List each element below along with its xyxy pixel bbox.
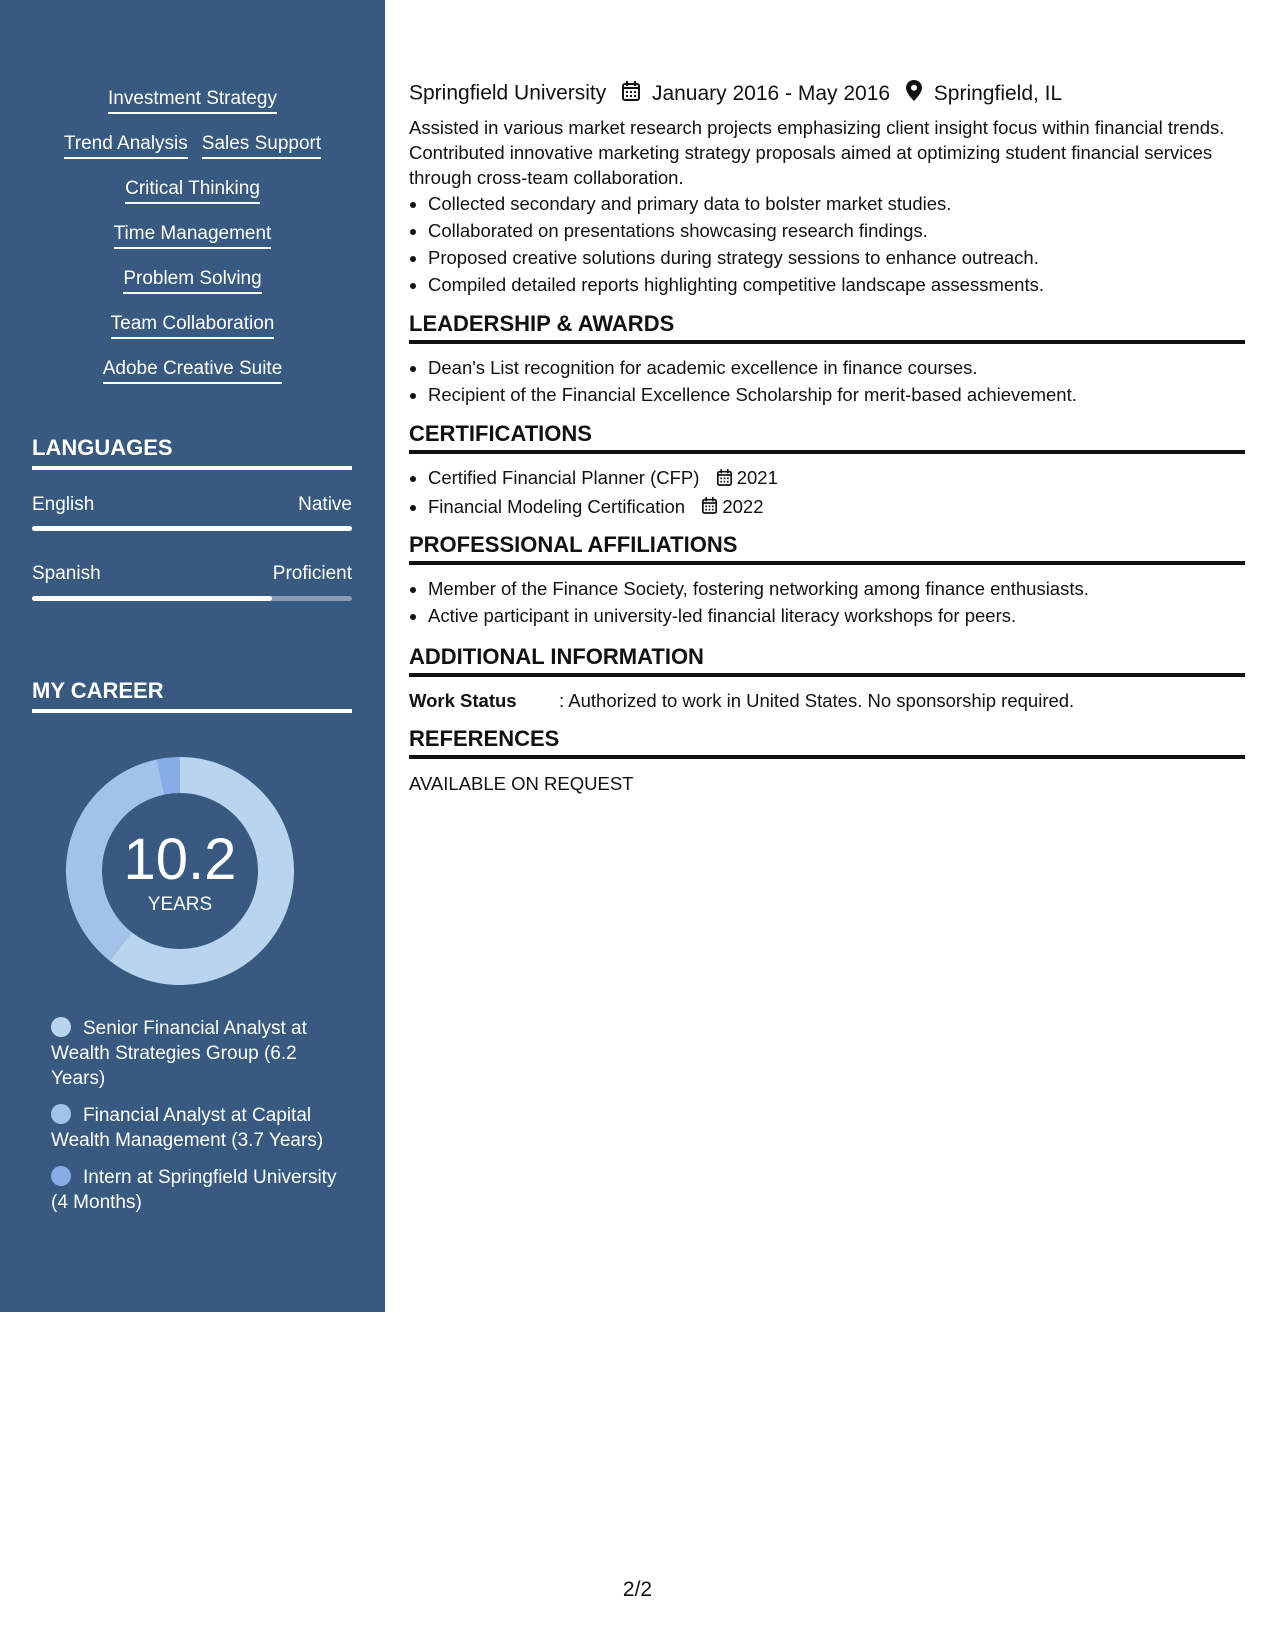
certifications-heading: CERTIFICATIONS <box>409 420 1245 454</box>
skill-tag: Investment Strategy <box>108 86 277 114</box>
affiliations-heading: PROFESSIONAL AFFILIATIONS <box>409 531 1245 565</box>
language-name: Spanish <box>32 563 101 584</box>
skill-row <box>0 311 385 356</box>
legend-dot <box>51 1166 71 1186</box>
sidebar <box>0 0 385 1312</box>
career-heading: MY CAREER <box>32 677 352 713</box>
career-legend-item <box>51 1165 341 1215</box>
work-status-value: : Authorized to work in United States. No sponsorship required. <box>559 690 1075 711</box>
calendar-icon <box>622 81 640 107</box>
job-dates: January 2016 - May 2016 <box>651 81 891 105</box>
language-level: Native <box>298 494 352 515</box>
skill-row <box>0 266 385 311</box>
career-label: Financial Analyst at Capital Wealth Management (3.7 Years) <box>51 1105 324 1151</box>
language-bar-spanish <box>32 596 352 601</box>
cert-name: Financial Modeling Certification <box>428 495 686 517</box>
job-location: Springfield, IL <box>933 81 1063 105</box>
skill-tag: Critical Thinking <box>125 176 260 204</box>
list-item: • Recipient of the Financial Excellence Scholarship for merit-based achievement. <box>428 381 1245 408</box>
affiliations-section <box>409 575 1245 629</box>
skills-list <box>0 86 385 401</box>
language-fill <box>32 596 272 601</box>
career-total: 10.2 <box>123 827 237 892</box>
calendar-icon <box>702 494 717 521</box>
job-summary <box>409 115 1239 298</box>
donut-center <box>66 757 294 985</box>
list-item: • Collected secondary and primary data to bolster market studies. <box>428 190 1239 217</box>
skill-tag: Trend Analysis <box>64 131 188 159</box>
list-item: • Dean's List recognition for academic excellence in finance courses. <box>428 354 1245 381</box>
page-number: 2/2 <box>622 1578 653 1601</box>
skill-tag: Time Management <box>114 221 272 249</box>
certifications-list <box>409 464 1245 521</box>
work-status-row <box>409 690 1245 712</box>
list-item <box>428 464 1245 493</box>
location-pin-icon <box>906 80 922 107</box>
certifications-section <box>409 464 1245 521</box>
references-heading: REFERENCES <box>409 725 1245 759</box>
job-org: Springfield University <box>409 81 607 105</box>
legend-dot <box>51 1104 71 1124</box>
list-item: • Active participant in university-led financial literacy workshops for peers. <box>428 602 1245 629</box>
job-bullets <box>409 190 1239 298</box>
list-item: • Collaborated on presentations showcasing research findings. <box>428 217 1239 244</box>
leadership-heading: LEADERSHIP & AWARDS <box>409 310 1245 344</box>
job-summary-text: Assisted in various market research projects emphasizing client insight focus within financial trends. Contributed innovative marketing strategy proposals aimed at optimizing student financial services through cross-team collaboration. <box>409 117 1225 188</box>
career-label: Senior Financial Analyst at Wealth Strategies Group (6.2 Years) <box>51 1018 307 1089</box>
skill-tag: Team Collaboration <box>111 311 275 339</box>
work-status-label: Work Status <box>409 690 517 711</box>
language-name: English <box>32 494 95 515</box>
languages-heading: LANGUAGES <box>32 434 352 470</box>
additional-info-heading: ADDITIONAL INFORMATION <box>409 643 1245 677</box>
language-fill <box>32 526 352 531</box>
cert-year: 2021 <box>736 467 778 488</box>
career-donut <box>66 757 294 985</box>
calendar-icon <box>717 466 732 493</box>
career-legend-item <box>51 1016 341 1091</box>
career-unit: YEARS <box>147 894 213 915</box>
skill-row <box>0 221 385 266</box>
cert-year: 2022 <box>722 495 764 517</box>
cert-name: Certified Financial Planner (CFP) <box>428 467 700 488</box>
list-item: • Proposed creative solutions during strategy sessions to enhance outreach. <box>428 244 1239 271</box>
language-level: Proficient <box>272 563 352 584</box>
career-label: Intern at Springfield University (4 Months) <box>51 1167 337 1213</box>
language-bar-english <box>32 526 352 531</box>
skill-tag: Problem Solving <box>123 266 261 294</box>
skill-tag: Sales Support <box>202 131 321 159</box>
skill-row <box>0 86 385 131</box>
skill-row <box>0 356 385 401</box>
references-text: AVAILABLE ON REQUEST <box>409 773 634 794</box>
affiliations-list <box>409 575 1245 629</box>
skill-row <box>0 176 385 221</box>
career-legend-item <box>51 1103 341 1153</box>
legend-dot <box>51 1017 71 1037</box>
skill-row <box>0 131 385 176</box>
leadership-section <box>409 354 1245 408</box>
list-item <box>428 493 1245 522</box>
leadership-list <box>409 354 1245 408</box>
list-item: • Member of the Finance Society, fostering networking among finance enthusiasts. <box>428 575 1245 602</box>
job-header <box>409 80 1062 107</box>
list-item: • Compiled detailed reports highlighting competitive landscape assessments. <box>428 271 1239 298</box>
skill-tag: Adobe Creative Suite <box>103 356 283 384</box>
